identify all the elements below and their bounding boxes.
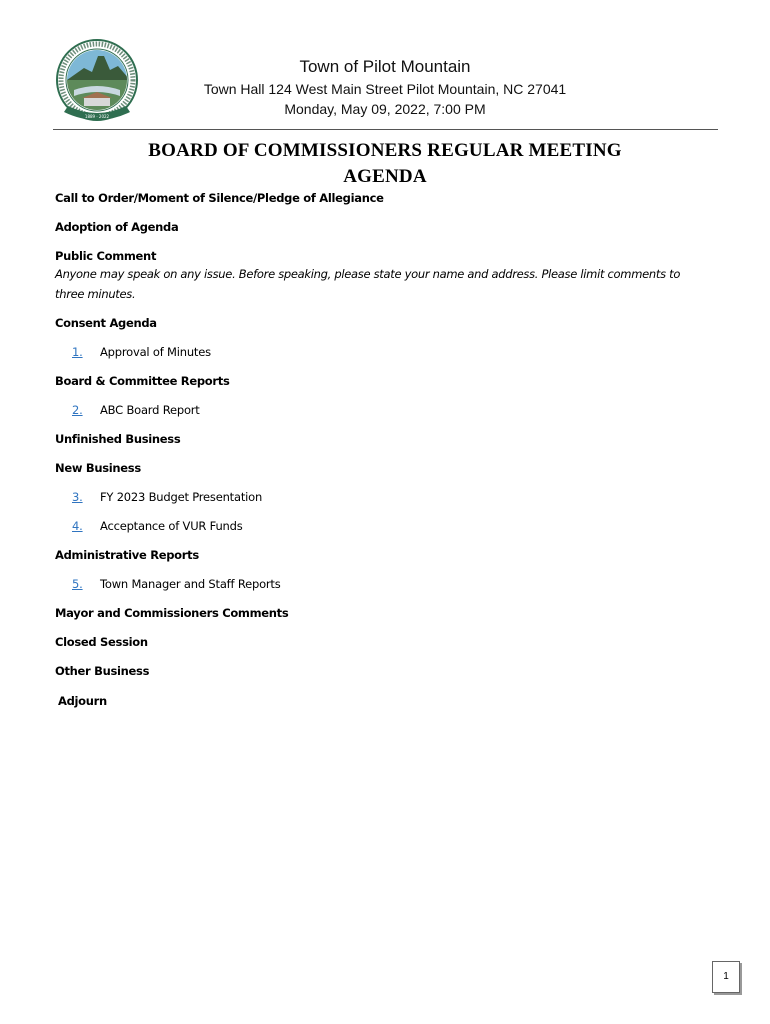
agenda-item [72,403,200,417]
section-public-comment: Public Comment [55,249,157,263]
item-link[interactable]: 5. [72,577,83,591]
agenda-item [72,490,262,504]
agenda-item [72,519,243,533]
section-adoption: Adoption of Agenda [55,220,179,234]
section-other-business: Other Business [55,664,150,678]
section-adjourn: Adjourn [58,694,107,708]
svg-text:1889 · 2022: 1889 · 2022 [84,114,110,119]
town-name: Town of Pilot Mountain [299,57,471,76]
section-new-business: New Business [55,461,141,475]
item-label: Acceptance of VUR Funds [100,519,243,533]
section-mayor-comments: Mayor and Commissioners Comments [55,606,289,620]
section-administrative-reports: Administrative Reports [55,548,199,562]
item-link[interactable]: 1. [72,345,83,359]
meeting-title: BOARD OF COMMISSIONERS REGULAR MEETING [148,140,622,161]
item-label: FY 2023 Budget Presentation [100,490,263,504]
item-link[interactable]: 2. [72,403,83,417]
item-label: ABC Board Report [100,403,200,417]
section-board-reports: Board & Committee Reports [55,374,230,388]
agenda-item [72,345,211,359]
section-consent-agenda: Consent Agenda [55,316,157,330]
item-label: Approval of Minutes [100,345,211,359]
item-link[interactable]: 4. [72,519,83,533]
section-closed-session: Closed Session [55,635,148,649]
section-call-to-order: Call to Order/Moment of Silence/Pledge of Allegiance [55,191,384,205]
meeting-datetime: Monday, May 09, 2022, 7:00 PM [284,101,486,117]
agenda-item [72,577,281,591]
town-address: Town Hall 124 West Main Street Pilot Mountain, NC 27041 [203,81,567,97]
item-label: Town Manager and Staff Reports [100,577,281,591]
public-comment-note: Anyone may speak on any issue. Before speaking, please state your name and address. Please limit comments to three minutes. [55,267,681,301]
header-divider [53,129,718,130]
page-number: 1 [712,961,740,993]
item-link[interactable]: 3. [72,490,83,504]
section-unfinished-business: Unfinished Business [55,432,181,446]
town-seal-logo [54,38,140,126]
agenda-title: AGENDA [343,166,427,187]
